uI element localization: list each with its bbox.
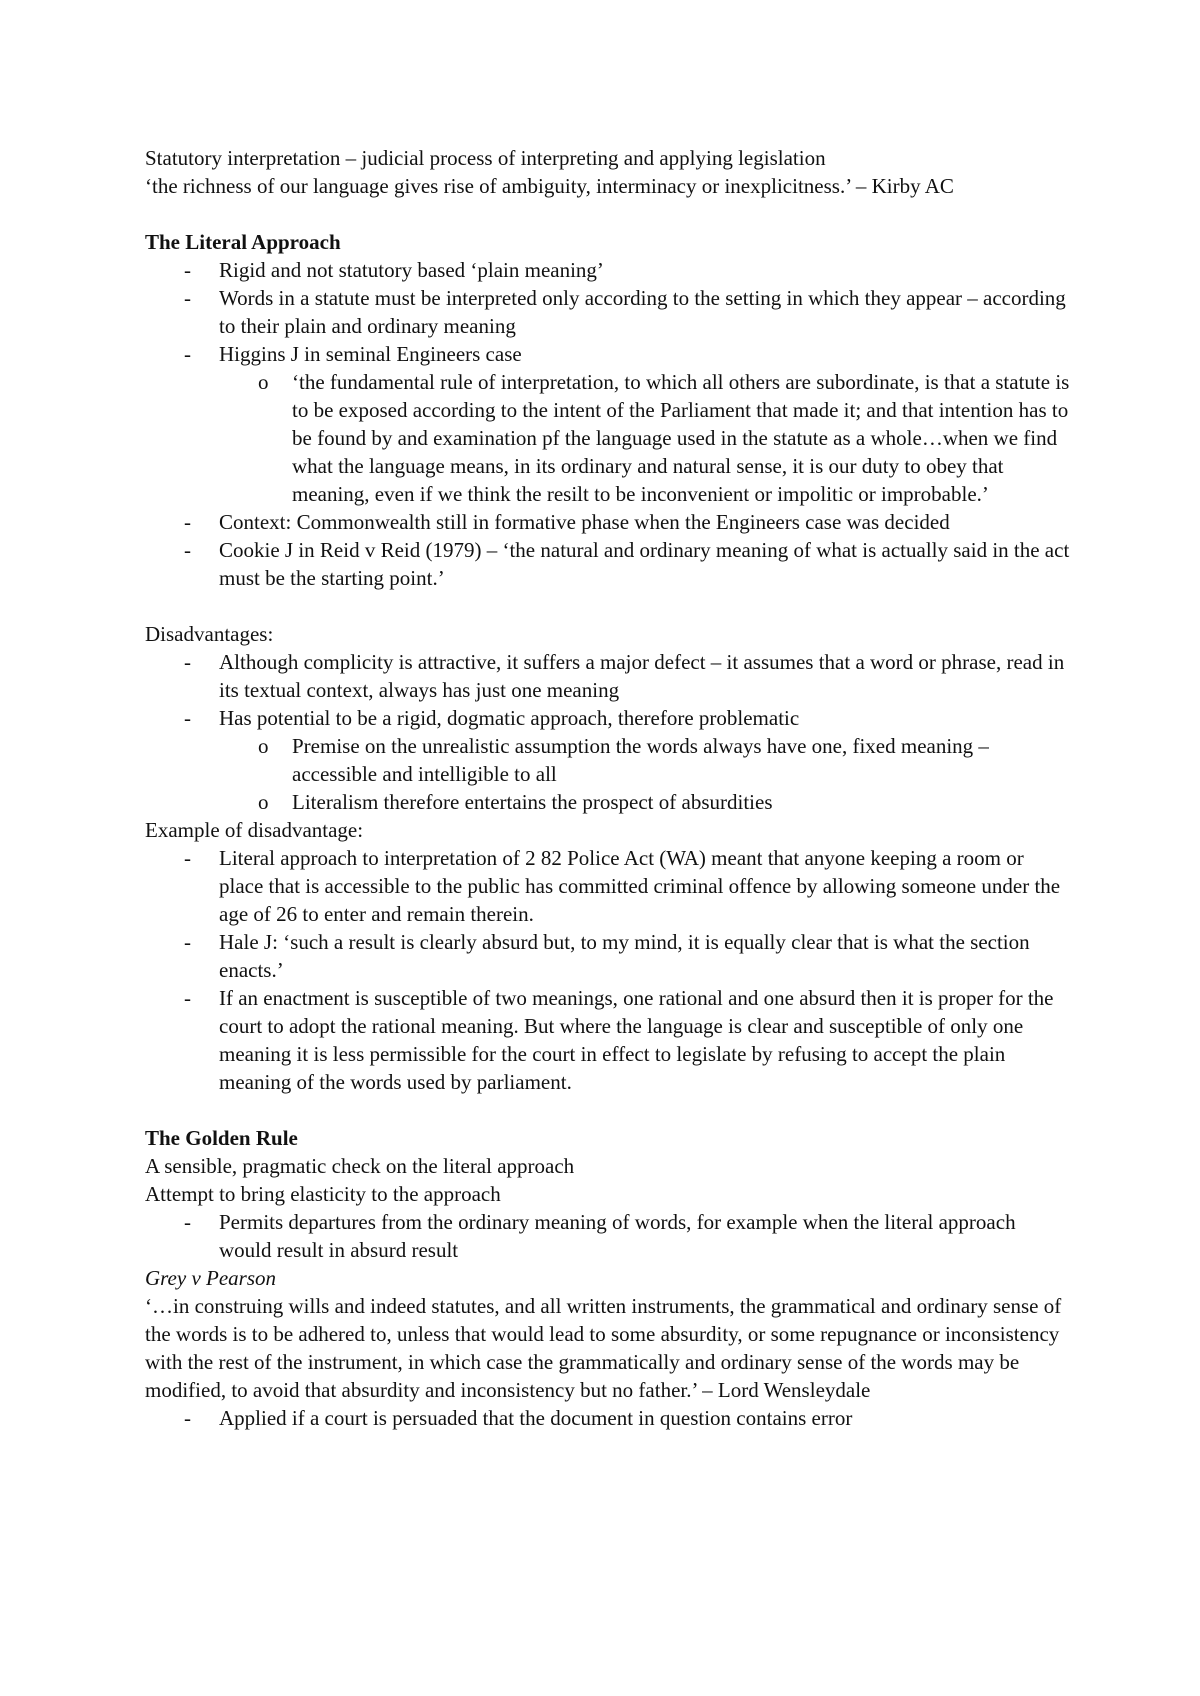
wensleydale-quote: ‘…in construing wills and indeed statutes, and all written instruments, the grammatical and ordinary sense of the words is to be adhered to, unless that would lead to some absurdity, or some repugnance or inconsistency with the rest of the instrument, in which case the grammatically and ordinary sense of the words may be modified, to avoid that absurdity and inconsistency but no father.’ – Lord Wensleydale — [145, 1294, 1062, 1402]
list-item — [145, 928, 1070, 984]
list-item — [145, 536, 1070, 592]
list-item — [145, 648, 1070, 704]
heading-golden-rule: The Golden Rule — [145, 1126, 298, 1150]
list-item — [145, 340, 1070, 368]
document-page — [145, 144, 1070, 1432]
sub-list-item — [145, 788, 1070, 816]
dash-bullet: - — [184, 538, 191, 562]
dash-bullet: - — [184, 1210, 191, 1234]
golden-line: Attempt to bring elasticity to the approach — [145, 1182, 501, 1206]
circle-bullet: o — [258, 370, 269, 394]
list-item-text: Permits departures from the ordinary meaning of words, for example when the literal approach would result in absurd result — [219, 1210, 1016, 1262]
spacer — [145, 592, 1070, 620]
list-item — [145, 508, 1070, 536]
disadvantages-label: Disadvantages: — [145, 622, 274, 646]
list-item-text: Although complicity is attractive, it suffers a major defect – it assumes that a word or phrase, read in its textual context, always has just one meaning — [219, 650, 1065, 702]
kirby-quote: ‘the richness of our language gives rise of ambiguity, interminacy or inexplicitness.’ – Kirby AC — [145, 174, 954, 198]
list-item-text: Has potential to be a rigid, dogmatic approach, therefore problematic — [219, 706, 800, 730]
dash-bullet: - — [184, 846, 191, 870]
list-item — [145, 1404, 1070, 1432]
case-name: Grey v Pearson — [145, 1266, 277, 1290]
list-item — [145, 984, 1070, 1096]
list-item-text: Cookie J in Reid v Reid (1979) – ‘the natural and ordinary meaning of what is actually said in the act must be the starting point.’ — [219, 538, 1070, 590]
list-item-text: ‘the fundamental rule of interpretation, to which all others are subordinate, is that a statute is to be exposed according to the intent of the Parliament that made it; and that intention has to be found by and examination pf the language used in the statute as a whole…when we find what the language means, in its ordinary and natural sense, it is our duty to obey that meaning, even if we think the resilt to be inconvenient or impolitic or improbable.’ — [292, 370, 1070, 506]
example-label: Example of disadvantage: — [145, 818, 364, 842]
dash-bullet: - — [184, 258, 191, 282]
list-item-text: If an enactment is susceptible of two meanings, one rational and one absurd then it is proper for the court to adopt the rational meaning. But where the language is clear and susceptible of only one meaning it is less permissible for the court in effect to legislate by refusing to accept the plain meaning of the words used by parliament. — [219, 986, 1054, 1094]
sub-list-item — [145, 368, 1070, 508]
list-item-text: Literal approach to interpretation of 2 82 Police Act (WA) meant that anyone keeping a room or place that is accessible to the public has committed criminal offence by allowing someone under the age of 26 to enter and remain therein. — [219, 846, 1061, 926]
dash-bullet: - — [184, 1406, 191, 1430]
list-item — [145, 1208, 1070, 1264]
list-item-text: Words in a statute must be interpreted only according to the setting in which they appear – according to their plain and ordinary meaning — [219, 286, 1066, 338]
list-item — [145, 704, 1070, 732]
dash-bullet: - — [184, 930, 191, 954]
spacer — [145, 200, 1070, 228]
dash-bullet: - — [184, 510, 191, 534]
list-item-text: Literalism therefore entertains the prospect of absurdities — [292, 790, 773, 814]
dash-bullet: - — [184, 650, 191, 674]
list-item-text: Applied if a court is persuaded that the document in question contains error — [219, 1406, 853, 1430]
list-item-text: Hale J: ‘such a result is clearly absurd but, to my mind, it is equally clear that is what the section enacts.’ — [219, 930, 1030, 982]
list-item-text: Higgins J in seminal Engineers case — [219, 342, 522, 366]
dash-bullet: - — [184, 986, 191, 1010]
list-item — [145, 844, 1070, 928]
dash-bullet: - — [184, 342, 191, 366]
dash-bullet: - — [184, 286, 191, 310]
list-item-text: Rigid and not statutory based ‘plain meaning’ — [219, 258, 604, 282]
list-item-text: Premise on the unrealistic assumption the words always have one, fixed meaning – accessible and intelligible to all — [292, 734, 989, 786]
list-item — [145, 256, 1070, 284]
circle-bullet: o — [258, 734, 269, 758]
spacer — [145, 1096, 1070, 1124]
list-item-text: Context: Commonwealth still in formative phase when the Engineers case was decided — [219, 510, 950, 534]
golden-line: A sensible, pragmatic check on the literal approach — [145, 1154, 575, 1178]
sub-list-item — [145, 732, 1070, 788]
heading-literal-approach: The Literal Approach — [145, 230, 341, 254]
dash-bullet: - — [184, 706, 191, 730]
circle-bullet: o — [258, 790, 269, 814]
list-item — [145, 284, 1070, 340]
intro-line: Statutory interpretation – judicial process of interpreting and applying legislation — [145, 146, 826, 170]
